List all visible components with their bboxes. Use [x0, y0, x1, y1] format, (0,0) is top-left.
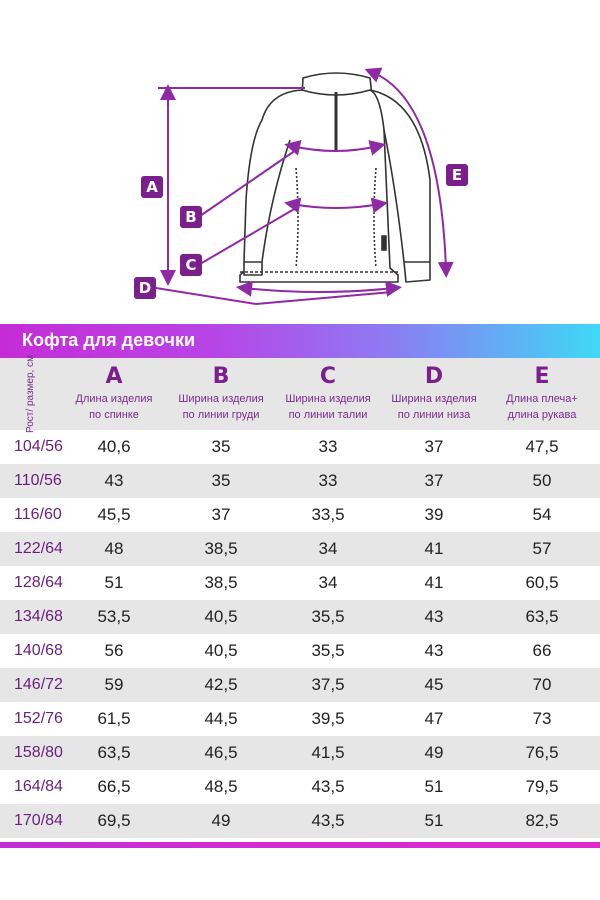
column-letter: B — [212, 364, 230, 389]
column-letter: E — [534, 364, 550, 389]
size-cell: 146/72 — [14, 676, 63, 693]
column-desc: по линии груди — [182, 409, 260, 421]
value-cell-c: 39,5 — [311, 709, 345, 728]
value-cell-b: 42,5 — [204, 675, 238, 694]
svg-text:A: A — [146, 178, 158, 196]
table-row — [0, 566, 600, 600]
table-row — [0, 498, 600, 532]
value-cell-c: 35,5 — [311, 607, 345, 626]
label-b — [180, 206, 202, 228]
size-cell: 128/64 — [14, 574, 63, 591]
table-row — [0, 430, 600, 464]
value-cell-d: 49 — [424, 743, 444, 762]
value-cell-d: 51 — [424, 777, 444, 796]
value-cell-c: 33,5 — [311, 505, 345, 524]
value-cell-d: 37 — [424, 471, 444, 490]
table-row — [0, 770, 600, 804]
column-desc: Ширина изделия — [391, 393, 477, 405]
value-cell-d: 51 — [424, 811, 444, 830]
size-cell: 158/80 — [14, 744, 63, 761]
value-cell-b: 38,5 — [204, 573, 238, 592]
label-a — [141, 176, 163, 198]
size-cell: 140/68 — [14, 642, 63, 659]
value-cell-e: 54 — [532, 505, 552, 524]
value-cell-a: 43 — [104, 471, 124, 490]
garment-diagram — [0, 0, 600, 320]
value-cell-b: 46,5 — [204, 743, 238, 762]
value-cell-d: 43 — [424, 607, 444, 626]
column-letter: C — [319, 364, 337, 389]
value-cell-a: 69,5 — [97, 811, 131, 830]
column-letter: A — [105, 364, 123, 389]
size-cell: 170/84 — [14, 812, 63, 829]
size-cell: 164/84 — [14, 778, 63, 795]
value-cell-e: 76,5 — [525, 743, 559, 762]
column-desc: Ширина изделия — [285, 393, 371, 405]
column-header-c — [276, 358, 380, 430]
table-row — [0, 736, 600, 770]
size-table — [0, 355, 600, 838]
value-cell-b: 35 — [211, 437, 231, 456]
title-bar — [0, 324, 600, 358]
svg-text:E: E — [451, 166, 463, 184]
value-cell-a: 45,5 — [97, 505, 131, 524]
value-cell-a: 40,6 — [97, 437, 131, 456]
value-cell-d: 41 — [424, 539, 444, 558]
size-column-label: Рост/ размер, см — [25, 355, 36, 433]
value-cell-a: 48 — [104, 539, 124, 558]
value-cell-c: 43,5 — [311, 811, 345, 830]
table-row — [0, 668, 600, 702]
table-row — [0, 464, 600, 498]
value-cell-d: 47 — [424, 709, 444, 728]
size-column-header — [0, 355, 62, 433]
value-cell-e: 79,5 — [525, 777, 559, 796]
label-e — [446, 164, 468, 186]
value-cell-b: 44,5 — [204, 709, 238, 728]
value-cell-e: 57 — [532, 539, 552, 558]
column-header-e — [488, 358, 596, 430]
value-cell-c: 33 — [318, 471, 338, 490]
value-cell-c: 37,5 — [311, 675, 345, 694]
table-row — [0, 634, 600, 668]
label-c — [180, 254, 202, 276]
size-cell: 116/60 — [14, 506, 62, 523]
value-cell-b: 35 — [211, 471, 231, 490]
svg-text:B: B — [185, 208, 197, 226]
value-cell-b: 37 — [211, 505, 231, 524]
table-row — [0, 532, 600, 566]
column-header-a — [62, 358, 166, 430]
value-cell-d: 41 — [424, 573, 444, 592]
value-cell-e: 70 — [532, 675, 552, 694]
value-cell-d: 45 — [424, 675, 444, 694]
page-title: Кофта для девочки — [22, 330, 196, 350]
column-desc: Длина изделия — [75, 393, 153, 405]
column-desc: по линии талии — [288, 409, 368, 421]
value-cell-e: 66 — [532, 641, 552, 660]
size-cell: 104/56 — [14, 438, 63, 455]
value-cell-a: 59 — [104, 675, 124, 694]
column-desc: Ширина изделия — [178, 393, 264, 405]
table-header — [0, 355, 600, 433]
value-cell-a: 53,5 — [97, 607, 131, 626]
value-cell-a: 63,5 — [97, 743, 131, 762]
value-cell-e: 82,5 — [525, 811, 559, 830]
table-row — [0, 702, 600, 736]
value-cell-c: 34 — [318, 573, 338, 592]
column-header-d — [380, 358, 488, 430]
value-cell-e: 47,5 — [525, 437, 559, 456]
size-cell: 122/64 — [14, 540, 63, 557]
value-cell-e: 60,5 — [525, 573, 559, 592]
column-desc: длина рукава — [507, 409, 577, 421]
table-body — [0, 430, 600, 838]
table-row — [0, 804, 600, 838]
table-row — [0, 600, 600, 634]
column-desc: Длина плеча+ — [506, 393, 578, 405]
value-cell-d: 39 — [424, 505, 444, 524]
value-cell-b: 49 — [211, 811, 231, 830]
value-cell-c: 34 — [318, 539, 338, 558]
column-desc: по линии низа — [397, 409, 471, 421]
value-cell-b: 40,5 — [204, 641, 238, 660]
size-cell: 152/76 — [14, 710, 63, 727]
value-cell-c: 41,5 — [311, 743, 345, 762]
svg-text:C: C — [185, 256, 197, 274]
size-cell: 134/68 — [14, 608, 63, 625]
size-cell: 110/56 — [14, 472, 62, 489]
value-cell-a: 66,5 — [97, 777, 131, 796]
value-cell-d: 43 — [424, 641, 444, 660]
value-cell-a: 61,5 — [97, 709, 131, 728]
column-letter: D — [424, 364, 444, 389]
column-header-b — [166, 358, 276, 430]
value-cell-c: 43,5 — [311, 777, 345, 796]
svg-text:D: D — [138, 279, 152, 297]
value-cell-d: 37 — [424, 437, 444, 456]
value-cell-e: 73 — [532, 709, 552, 728]
sweater-outline — [240, 73, 430, 282]
label-d — [134, 277, 156, 299]
value-cell-a: 51 — [104, 573, 124, 592]
value-cell-b: 38,5 — [204, 539, 238, 558]
value-cell-b: 40,5 — [204, 607, 238, 626]
value-cell-e: 50 — [532, 471, 552, 490]
column-desc: по спинке — [89, 409, 139, 421]
value-cell-c: 33 — [318, 437, 338, 456]
value-cell-e: 63,5 — [525, 607, 559, 626]
value-cell-c: 35,5 — [311, 641, 345, 660]
bottom-divider — [0, 842, 600, 848]
value-cell-a: 56 — [104, 641, 124, 660]
value-cell-b: 48,5 — [204, 777, 238, 796]
